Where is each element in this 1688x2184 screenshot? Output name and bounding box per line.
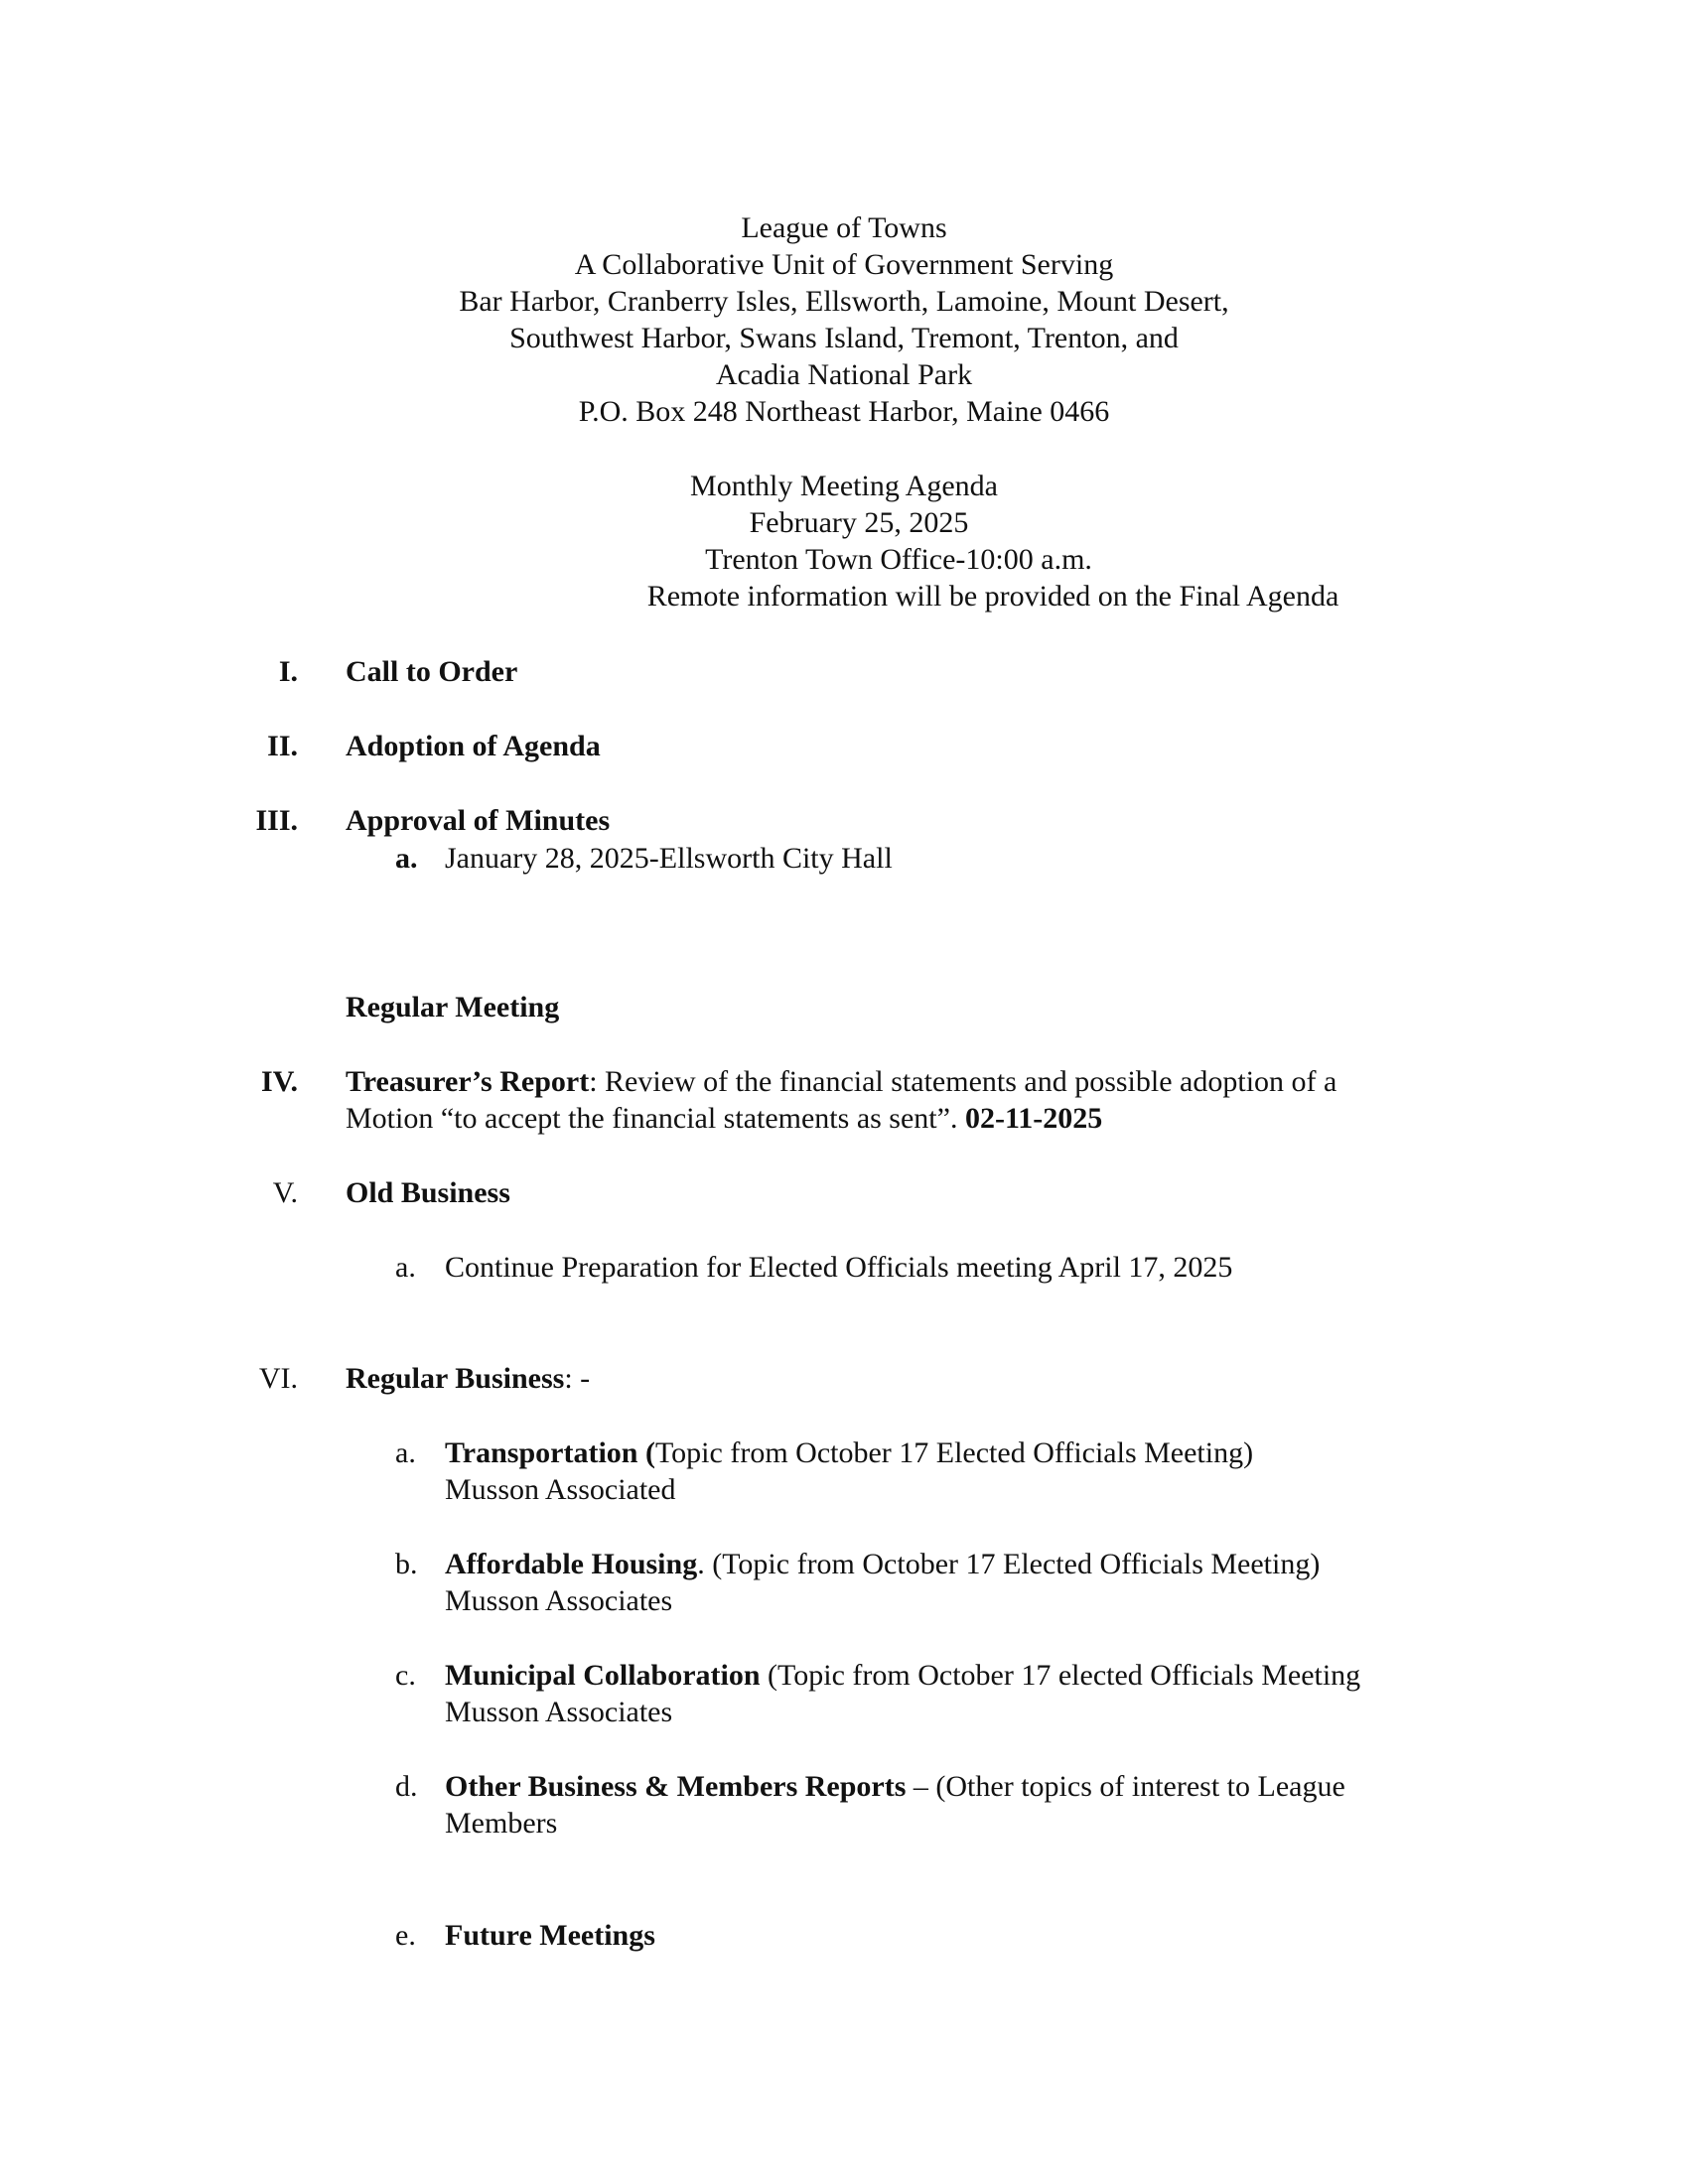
item-ii-number: II. [267,730,298,762]
item-vi-sub-a-line-1 [445,1438,1253,1468]
item-i-title: Call to Order [346,655,518,688]
item-vi-sub-e-title: Future Meetings [445,1919,655,1952]
remote-note: Remote information will be provided on the Final Agenda [646,580,1339,613]
item-vi-sub-c-line-1 [445,1661,1360,1691]
item-vi-sub-c-text: (Topic from October 17 elected Officials Meeting [760,1659,1361,1692]
member-towns-line-3: Acadia National Park [715,358,973,391]
item-iv-title: Treasurer’s Report [346,1065,590,1098]
meeting-location: Trenton Town Office-10:00 a.m. [705,543,1092,576]
item-vi-heading [346,1364,590,1394]
item-vi-sub-a-line-2: Musson Associated [445,1473,676,1506]
item-vi-sub-b-line-2: Musson Associates [445,1584,673,1617]
item-vi-sub-d-line-1 [445,1772,1345,1802]
meeting-title: Monthly Meeting Agenda [690,470,998,502]
item-iii-sub-a-letter: a. [395,842,418,875]
member-towns-line-1: Bar Harbor, Cranberry Isles, Ellsworth, Lamoine, Mount Desert, [459,285,1229,318]
org-name: League of Towns [741,211,947,244]
item-vi-sub-b-letter: b. [395,1548,418,1580]
item-vi-sub-b-title: Affordable Housing [445,1548,698,1580]
item-iv-line-1 [346,1067,1336,1097]
meeting-date: February 25, 2025 [749,506,969,539]
org-address: P.O. Box 248 Northeast Harbor, Maine 0466 [578,395,1110,428]
item-vi-sub-d-line-2: Members [445,1807,558,1840]
item-vi-sub-c-line-2: Musson Associates [445,1696,673,1728]
item-vi-sub-d-title: Other Business & Members Reports [445,1770,907,1803]
item-iv-text-2: Motion “to accept the financial statements as sent”. [346,1102,965,1135]
item-iv-date: 02-11-2025 [964,1102,1103,1135]
item-iv-line-2 [346,1104,1102,1134]
item-iv-number: IV. [261,1065,298,1098]
org-subtitle: A Collaborative Unit of Government Serving [574,248,1114,281]
item-vi-sub-d-letter: d. [395,1770,418,1803]
item-vi-sub-c-title: Municipal Collaboration [445,1659,761,1692]
item-vi-number: VI. [258,1362,298,1395]
item-vi-sub-e-letter: e. [395,1919,416,1952]
item-v-title: Old Business [346,1176,510,1209]
item-ii-title: Adoption of Agenda [346,730,601,762]
item-vi-sub-a-title: Transportation ( [445,1436,655,1469]
item-iii-sub-a-text: January 28, 2025-Ellsworth City Hall [445,842,893,875]
item-iv-text-1: : Review of the financial statements and possible adoption of a [589,1065,1337,1098]
item-vi-sub-c-letter: c. [395,1659,416,1692]
regular-meeting-heading: Regular Meeting [346,991,560,1024]
item-v-sub-a-text: Continue Preparation for Elected Officials meeting April 17, 2025 [445,1251,1233,1284]
item-vi-title-suffix: : - [564,1362,591,1395]
item-vi-sub-b-text: . (Topic from October 17 Elected Officials Meeting) [697,1548,1321,1580]
item-v-sub-a-letter: a. [395,1251,416,1284]
item-vi-sub-d-text: – (Other topics of interest to League [906,1770,1345,1803]
member-towns-line-2: Southwest Harbor, Swans Island, Tremont, Trenton, and [509,322,1179,354]
item-iii-title: Approval of Minutes [346,804,611,837]
item-i-number: I. [278,655,298,688]
item-vi-sub-b-line-1 [445,1550,1320,1579]
item-iii-number: III. [255,804,298,837]
item-v-number: V. [272,1176,298,1209]
item-vi-sub-a-text: Topic from October 17 Elected Officials Meeting) [654,1436,1254,1469]
item-vi-title: Regular Business [346,1362,565,1395]
item-vi-sub-a-letter: a. [395,1436,416,1469]
